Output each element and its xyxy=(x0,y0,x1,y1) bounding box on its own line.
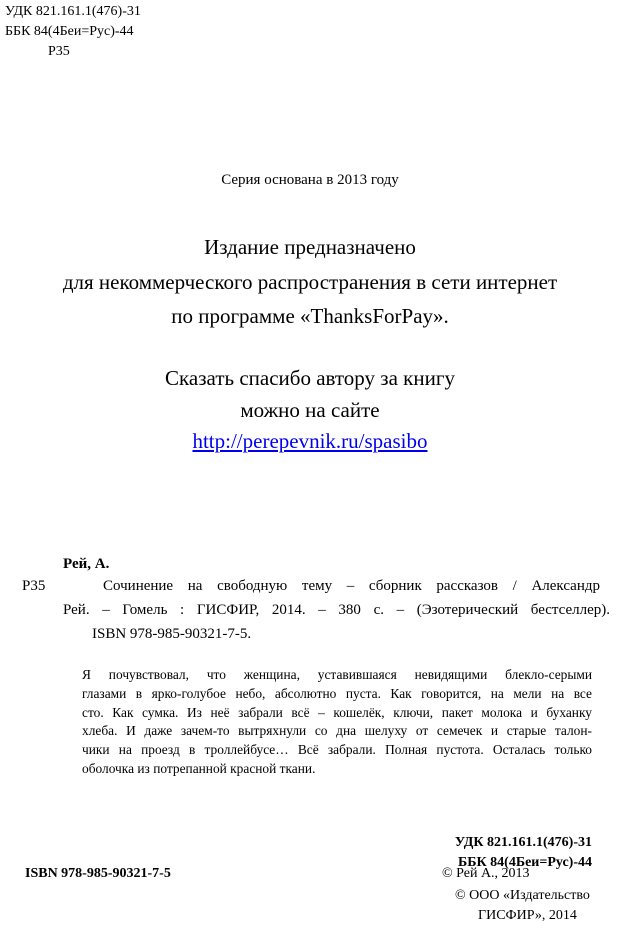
series-note: Серия основана в 2013 году xyxy=(221,172,399,188)
footer-isbn: ISBN 978-985-90321-7-5 xyxy=(25,866,171,881)
bib-author: Рей, А. xyxy=(63,556,110,572)
notice-line-3: по программе «ThanksForPay». xyxy=(171,304,449,328)
author-mark: Р35 xyxy=(48,44,70,59)
bib-line-1: Сочинение на свободную тему – сборник рассказов / Александр xyxy=(103,578,600,594)
annotation-line: хлеба. И даже зачем-то вытряхнули со дна шелуху от семечек и старые талон- xyxy=(82,723,592,739)
annotation-line: Я почувствовал, что женщина, уставившаяся невидящими блекло-серыми xyxy=(82,667,592,682)
udk-code-bottom: УДК 821.161.1(476)-31 xyxy=(454,835,592,850)
copyright-publisher-line-2: ГИСФИР», 2014 xyxy=(478,908,577,923)
notice-line-1: Издание предназначено xyxy=(204,235,416,259)
copyright-author: © Рей А., 2013 xyxy=(442,866,530,881)
annotation xyxy=(82,666,592,779)
annotation-line: глазами в ярко-голубое небо, абсолютно пуста. Как говорится, на мели на все xyxy=(82,685,592,701)
bib-line-2: Рей. – Гомель : ГИСФИР, 2014. – 380 с. – (Эзотерический бестселлер). xyxy=(63,602,610,618)
annotation-line: сто. Как сумка. Из неё забрали всё – кошелёк, ключи, пакет молока и буханку xyxy=(82,704,592,720)
bbk-code: ББК 84(4Беи=Рус)-44 xyxy=(5,24,134,39)
udk-code: УДК 821.161.1(476)-31 xyxy=(5,4,141,19)
bib-mark: Р35 xyxy=(22,578,46,594)
notice-line-2: для некоммерческого распространения в сети интернет xyxy=(62,270,558,294)
annotation-line: оболочка из потрепанной красной ткани. xyxy=(82,760,316,776)
bbk-code-bottom: ББК 84(4Беи=Рус)-44 xyxy=(458,855,592,870)
annotation-line: чики на проезд в троллейбусе… Всё забрали. Полная пустота. Осталась только xyxy=(82,742,592,758)
copyright-publisher-line-1: © ООО «Издательство xyxy=(455,888,590,903)
thanks-line-2: можно на сайте xyxy=(240,398,380,422)
bib-isbn: ISBN 978-985-90321-7-5. xyxy=(92,626,252,642)
thanks-line-1: Сказать спасибо автору за книгу xyxy=(165,366,455,390)
thanks-link[interactable]: http://perepevnik.ru/spasibo xyxy=(192,429,428,453)
